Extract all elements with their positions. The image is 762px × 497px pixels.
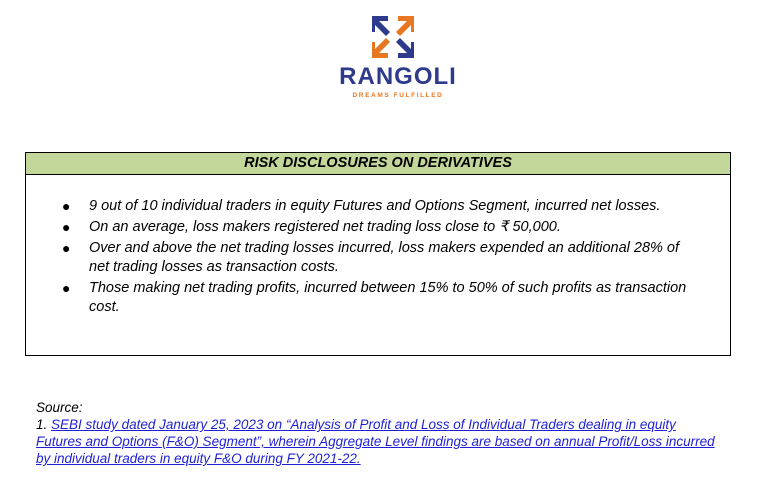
risk-item-text: Those making net trading profits, incurred between 15% to 50% of such profits as transaction cost. (89, 280, 687, 315)
bullet-icon: ● (62, 198, 71, 214)
source-label: Source: (36, 400, 83, 415)
risk-disclosure-header: RISK DISCLOSURES ON DERIVATIVES (26, 153, 730, 175)
rangoli-logo (338, 14, 458, 98)
risk-item-text: On an average, loss makers registered net trading loss close to ₹ 50,000. (89, 219, 561, 235)
sebi-study-link[interactable]: SEBI study dated January 25, 2023 on “Analysis of Profit and Loss of Individual Traders dealing in equity Futures and Options (F&O) Segment”, wherein Aggregate Level findings are based on annual Profit/Loss incurred by individual traders in equity F&O during FY 2021-22. (36, 417, 715, 466)
logo-tagline: DREAMS FULFILLED (352, 92, 444, 99)
bullet-icon: ● (62, 219, 71, 235)
bullet-icon: ● (62, 280, 71, 296)
bullet-icon: ● (62, 240, 71, 256)
risk-disclosure-box (25, 152, 731, 356)
list-item (26, 279, 730, 317)
risk-item-text: Over and above the net trading losses incurred, loss makers expended an additional 28% of net trading losses as transaction costs. (89, 240, 680, 275)
rangoli-arrows-icon (370, 14, 416, 60)
list-item (26, 239, 730, 277)
source-section (36, 399, 718, 467)
list-item (26, 218, 730, 237)
source-number: 1. (36, 417, 48, 432)
risk-item-text: 9 out of 10 individual traders in equity Futures and Options Segment, incurred net losses. (89, 198, 661, 214)
list-item (26, 197, 730, 216)
risk-disclosure-list (26, 175, 730, 317)
logo-wordmark: RANGOLI (339, 63, 457, 90)
